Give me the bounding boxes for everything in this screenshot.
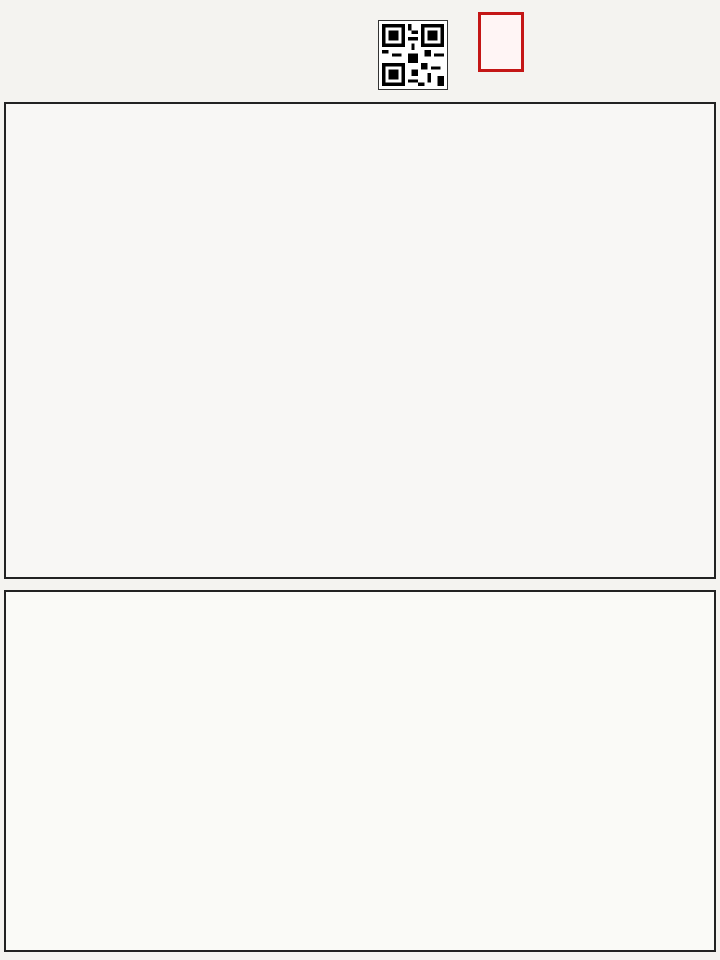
four-pillars-panel — [4, 102, 716, 579]
seal-logo-icon — [478, 12, 524, 72]
annual-luck-grid — [4, 590, 716, 952]
qr-code-icon[interactable] — [378, 20, 448, 90]
